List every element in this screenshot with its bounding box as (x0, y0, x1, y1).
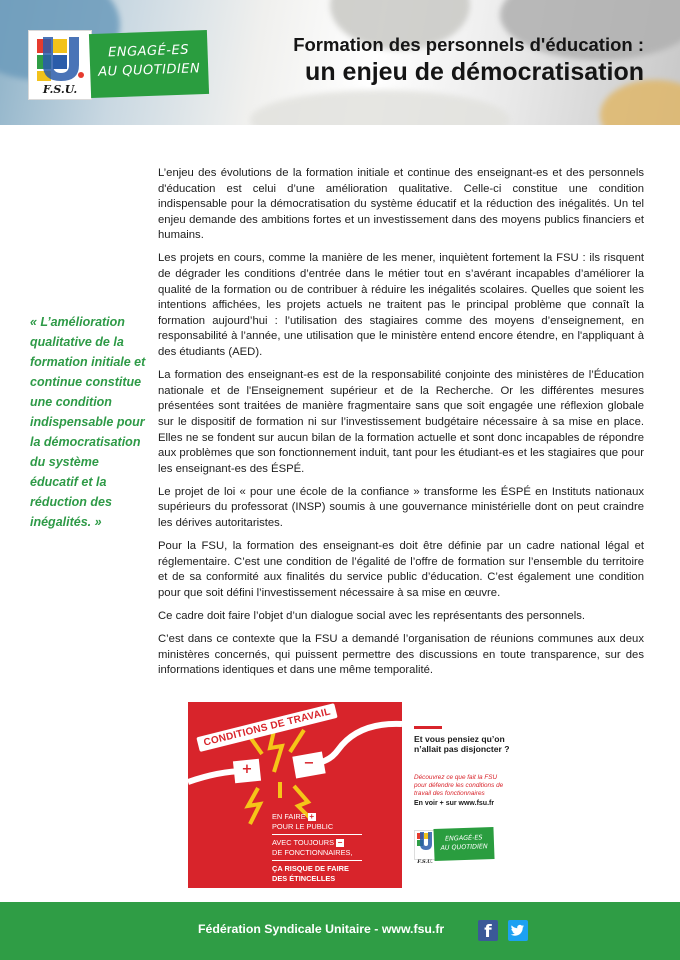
paragraph: Les projets en cours, comme la manière de les mener, inquiètent fortement la FSU : ils risquent de dégrader les conditions d’entrée dans le métier tout en s’avérant incapables d’améliorer la qualité de la formation ou de contribuer à réduire les inégalités scolaires. Quelles que soient les intentions affichées, les projets actuels ne traitent pas le principal problème que connaît la formation aujourd’hui : l’utilisation des stagiaires comme des moyens d’enseignement, en responsabilité à l’année, une utilisation que le ministère entend encore étendre, en l'appliquant à des étudiants (AED). (158, 252, 644, 359)
minus-icon: − (303, 756, 315, 771)
decor-blob (250, 90, 510, 125)
ad-red-panel (188, 702, 402, 888)
tag-line-1: ENGAGÉ-ES (107, 42, 190, 61)
ad-question: Et vous pensiez qu’on n’allait pas disjoncter ? (414, 734, 510, 754)
ad-link[interactable]: En voir + sur www.fsu.fr (414, 800, 495, 807)
ad-line: ÇA RISQUE DE FAIRE (272, 864, 349, 874)
mini-tag-line-1: ENGAGÉ-ES (444, 833, 483, 843)
engagees-tag (89, 30, 209, 98)
page-title-line-1: Formation des personnels d'éducation : (293, 34, 644, 55)
header-banner (0, 0, 680, 125)
ad-line: DES ÉTINCELLES (272, 873, 336, 883)
ad-banner-label: CONDITIONS DE TRAVAIL (196, 703, 338, 752)
article-body (158, 166, 644, 686)
plus-square-icon: + (309, 812, 315, 822)
plus-icon: + (241, 762, 253, 777)
ad-white-panel (402, 702, 514, 888)
twitter-icon[interactable] (508, 920, 528, 941)
footer (0, 902, 680, 960)
page-title-line-2: un enjeu de démocratisation (305, 58, 644, 86)
paragraph: Ce cadre doit faire l’objet d’un dialogue social avec les représentants des personnels. (158, 609, 586, 622)
footer-text[interactable]: Fédération Syndicale Unitaire - www.fsu.fr (198, 922, 445, 936)
mini-fsu-text: F.S.U. (417, 859, 433, 865)
ad-line: POUR LE PUBLIC (272, 821, 334, 831)
divider (272, 834, 362, 835)
ad-slogan (272, 812, 398, 884)
minus-square-icon: − (337, 838, 343, 848)
accent-bar (414, 726, 442, 729)
paragraph: L’enjeu des évolutions de la formation initiale et continue des enseignant-es et des personnels d'éducation est celui d’une amélioration qualitative. Celle-ci constitue une condition indispensable pour la démocratisation du système éducatif et la réduction des inégalités. Un tel enjeu demande des ambitions fortes et un investissement dans des moyens publics financiers et humains. (158, 167, 644, 242)
conditions-de-travail-ad[interactable] (188, 702, 514, 888)
tag-line-2: AU QUOTIDIEN (97, 61, 201, 80)
mini-engagees-tag (433, 827, 494, 861)
fsu-u-logo-icon (33, 35, 89, 85)
paragraph: Le projet de loi « pour une école de la confiance » transforme les ÉSPÉ en Instituts nationaux supérieurs du professorat (INSP) soumis à une gouvernance ministérielle dont on peut craindre les dérives autoritaristes. (158, 485, 644, 529)
mini-fsu-logo (414, 828, 494, 866)
paragraph: La formation des enseignant-es est de la responsabilité conjointe des ministères de l’Éducation nationale et de l'Enseignement supérieur et de la Recherche. Or les différentes mesures présentées sont traitées de manière fragmentaire sans que soit engagée une réflexion globale sur le dispositif de formation ni sur l’investissement budgétaire nécessaire à sa mise en place. Elles ne se fondent sur aucun bilan de la formation actuelle et sont donc incapables de répondre aux problèmes que son fonctionnement induit, tant pour les étudiant-es et les stagiaires que pour les enseignant-es des ÉSPÉ. (158, 369, 644, 475)
fsu-logo-text: F.S.U. (42, 83, 78, 96)
mini-tag-line-2: AU QUOTIDIEN (440, 842, 488, 852)
ad-subtext: Découvrez ce que fait la FSU pour défendre les conditions de travail des fonctionnaires (414, 774, 504, 797)
divider (272, 860, 362, 861)
paragraph: Pour la FSU, la formation des enseignant-es doit être définie par un cadre national légal et réglementaire. C’est une condition de l’égalité de l’offre de formation sur l’ensemble du territoire et de sa conformité aux finalités du service public d’éducation. C’est également une condition pour que soit défini l’investissement nécessaire à sa mise en œuvre. (158, 540, 644, 599)
ad-line: DE FONCTIONNAIRES, (272, 847, 353, 857)
paragraph: C’est dans ce contexte que la FSU a demandé l’organisation de réunions communes aux deux ministères concernés, qui puissent permettre des discussions en toute transparence, sur des informations identiques et dans une même temporalité. (158, 633, 644, 677)
ad-line: AVEC TOUJOURS (272, 838, 335, 848)
ad-line: EN FAIRE (272, 812, 306, 821)
fsu-logo (28, 30, 92, 100)
pull-quote: « L’amélioration qualitative de la formation initiale et continue constitue une condition indispensable pour la démocratisation du système éducatif et la réduction des inégalités. » (30, 315, 146, 529)
facebook-icon[interactable]: f (478, 920, 498, 941)
